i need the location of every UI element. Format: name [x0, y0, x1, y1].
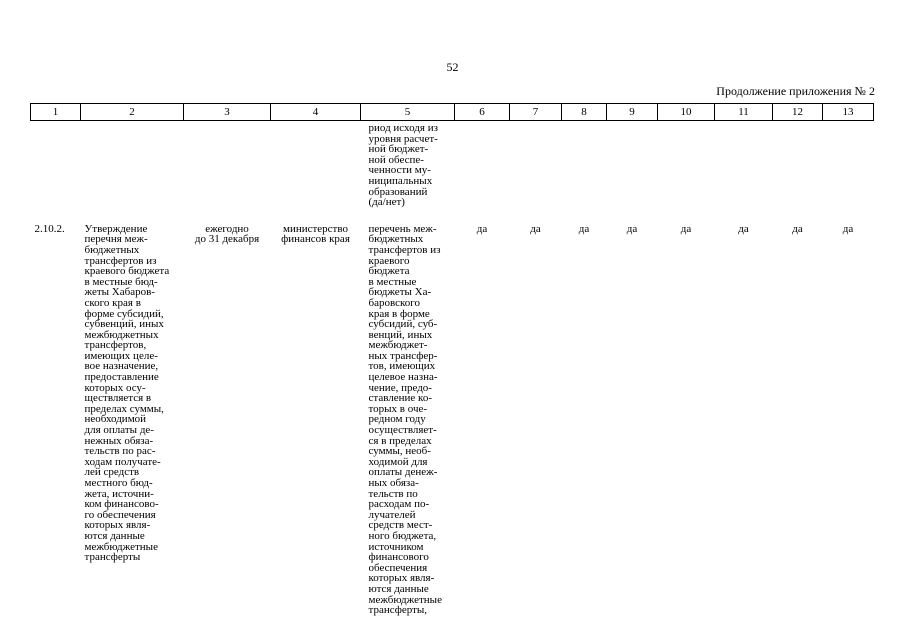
column-header-1: 1: [31, 104, 81, 121]
column-header-11: 11: [715, 104, 773, 121]
measure-name-cell: Утверждение перечня меж- бюджетных трансфертов из краевого бюджета в местные бюд- жеты Хабаров- ского края в форме субсидий, субвенций, иных межбюджетных трансфертов, имеющих целе- вое назначение, предоставление которых осу- ществляется в пределах суммы, необходимой для оплаты де- нежных обяза- тельств по рас- ходам получате- лей средств местного бюд- жета, источни- ком финансово- го обеспечения которых явля- ются данные межбюджетные трансферты: [84, 222, 170, 564]
column-header-3: 3: [184, 104, 271, 121]
value-cell-9: да: [626, 222, 638, 235]
column-header-13: 13: [823, 104, 874, 121]
value-cell-13: да: [842, 222, 854, 235]
column-header-8: 8: [562, 104, 607, 121]
column-header-6: 6: [455, 104, 510, 121]
table-row-continuation: [31, 121, 874, 224]
responsible-cell: министерство финансов края: [281, 222, 350, 246]
indicator-continuation-cell: риод исходя из уровня расчет- ной бюджет- ной обеспе- ченности му- ниципальных образований (да/нет): [368, 122, 438, 209]
table-header-row: [31, 104, 874, 121]
value-cell-6: да: [476, 222, 488, 235]
plan-table: [30, 103, 874, 616]
indicator-cell: перечень меж- бюджетных трансфертов из краевого бюджета в местные бюджеты Ха- баровского края в форме субсидий, суб- венций, иных межбюджет- ных трансфер- тов, имеющих целевое назна- чение, предо- ставление ко- торых в оче- редном году осуществляет- ся в пределах суммы, необ- ходимой для оплаты денеж- ных обяза- тельств по расходам по- лучателей средств мест- ного бюджета, источником финансового обеспечения которых явля- ются данные межбюджетные трансферты,: [368, 222, 442, 617]
value-cell-8: да: [578, 222, 590, 235]
column-header-7: 7: [510, 104, 562, 121]
column-header-5: 5: [361, 104, 455, 121]
column-header-4: 4: [271, 104, 361, 121]
table-row: [31, 224, 874, 616]
continuation-label: Продолжение приложения № 2: [716, 84, 875, 98]
value-cell-7: да: [530, 222, 541, 235]
column-header-2: 2: [81, 104, 184, 121]
row-number-cell: 2.10.2.: [34, 222, 65, 235]
page-number: 52: [446, 60, 459, 74]
value-cell-11: да: [738, 222, 749, 235]
deadline-cell: ежегодно до 31 декабря: [194, 222, 260, 246]
value-cell-12: да: [792, 222, 803, 235]
column-header-10: 10: [658, 104, 715, 121]
column-header-12: 12: [773, 104, 823, 121]
column-header-9: 9: [607, 104, 658, 121]
value-cell-10: да: [680, 222, 692, 235]
